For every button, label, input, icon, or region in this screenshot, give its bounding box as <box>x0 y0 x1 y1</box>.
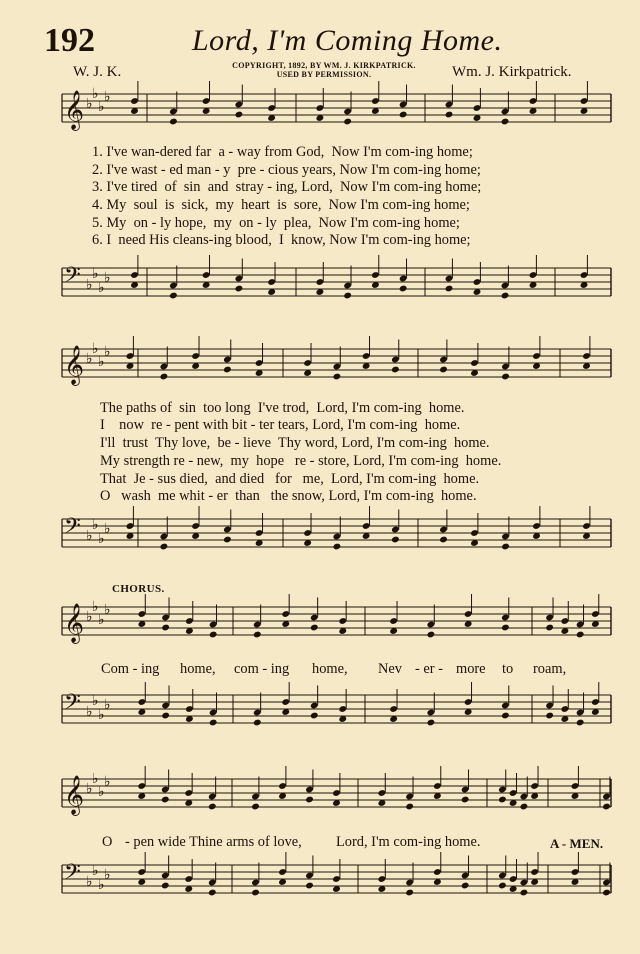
note-head <box>251 803 260 811</box>
arranger-credit: Wm. J. Kirkpatrick. <box>452 64 572 80</box>
verse-5-part-2: That Je - sus died, and died for me, Lord, I'm com-ing home. <box>100 471 480 487</box>
note-head <box>235 111 244 119</box>
chorus-lyric: to <box>502 661 514 677</box>
flat-sign-icon: ♭ <box>86 96 93 112</box>
note-head <box>161 624 170 632</box>
verse-5-part-1: 5. My on - ly hope, my on - ly plea, Now I'm com-ing home; <box>92 215 460 231</box>
note-head <box>208 889 217 897</box>
chorus-lyric: home, <box>312 661 348 677</box>
note-head <box>461 796 470 804</box>
bass-clef-icon: 𝄢 <box>64 690 81 720</box>
verse-3-part-2: I'll trust Thy love, be - lieve Thy word, Lord, I'm com-ing home. <box>100 435 490 451</box>
note-head <box>169 118 178 126</box>
chorus-lyric: Com - ing <box>101 661 160 677</box>
chorus-label: CHORUS. <box>112 583 165 595</box>
flat-sign-icon: ♭ <box>86 704 93 720</box>
flat-sign-icon: ♭ <box>104 89 111 105</box>
note-head <box>253 631 262 639</box>
hymn-number: 192 <box>44 22 95 59</box>
flat-sign-icon: ♭ <box>104 867 111 883</box>
note-head <box>310 712 319 720</box>
note-head <box>501 624 510 632</box>
note-head <box>445 111 454 119</box>
note-head <box>235 285 244 293</box>
note-head <box>343 118 352 126</box>
note-head <box>439 536 448 544</box>
note-head <box>161 712 170 720</box>
note-head <box>439 366 448 374</box>
note-head <box>208 803 217 811</box>
flat-sign-icon: ♭ <box>86 277 93 293</box>
flat-sign-icon: ♭ <box>98 612 105 628</box>
flat-sign-icon: ♭ <box>98 877 105 893</box>
verse-1-part-2: The paths of sin too long I've trod, Lord, I'm com-ing home. <box>100 400 465 416</box>
flat-sign-icon: ♭ <box>104 697 111 713</box>
verse-2-part-1: 2. I've wast - ed man - y pre - cious years, Now I'm com-ing home; <box>92 162 481 178</box>
note-head <box>498 796 507 804</box>
flat-sign-icon: ♭ <box>98 280 105 296</box>
chorus-lyric: Nev <box>378 661 402 677</box>
flat-sign-icon: ♭ <box>92 266 99 282</box>
note-head <box>520 889 529 897</box>
note-head <box>501 712 510 720</box>
treble-clef-icon: 𝄞 <box>64 775 85 815</box>
final-lyric: - pen wide Thine arms of love, <box>125 834 302 850</box>
hymn-title: Lord, I'm Coming Home. <box>192 24 503 57</box>
note-head <box>602 889 611 897</box>
bass-clef-icon: 𝄢 <box>64 514 81 544</box>
flat-sign-icon: ♭ <box>86 781 93 797</box>
note-head <box>501 118 510 126</box>
note-head <box>405 803 414 811</box>
flat-sign-icon: ♭ <box>92 693 99 709</box>
treble-clef-icon: 𝄞 <box>64 90 85 130</box>
flat-sign-icon: ♭ <box>104 602 111 618</box>
note-head <box>445 285 454 293</box>
amen-lyric: A - MEN. <box>550 836 604 851</box>
note-head <box>427 631 436 639</box>
note-head <box>461 882 470 890</box>
note-head <box>545 624 554 632</box>
copyright-line: COPYRIGHT, 1892, BY WM. J. KIRKPATRICK. <box>232 61 416 70</box>
flat-sign-icon: ♭ <box>104 270 111 286</box>
flat-sign-icon: ♭ <box>104 774 111 790</box>
verse-3-part-1: 3. I've tired of sin and stray - ing, Lord, Now I'm com-ing home; <box>92 179 482 195</box>
note-head <box>223 536 232 544</box>
note-head <box>223 366 232 374</box>
flat-sign-icon: ♭ <box>104 521 111 537</box>
flat-sign-icon: ♭ <box>86 609 93 625</box>
note-head <box>161 882 170 890</box>
chorus-lyric: - er - <box>415 661 443 677</box>
note-head <box>310 624 319 632</box>
flat-sign-icon: ♭ <box>104 344 111 360</box>
bass-clef-icon: 𝄢 <box>64 860 81 890</box>
permission-line: USED BY PERMISSION. <box>276 69 372 79</box>
note-head <box>209 631 218 639</box>
composer-credit: W. J. K. <box>73 64 122 80</box>
verse-6-part-1: 6. I need His cleans-ing blood, I know, Now I'm com-ing home; <box>92 232 471 248</box>
flat-sign-icon: ♭ <box>92 863 99 879</box>
note-head <box>405 889 414 897</box>
note-head <box>545 712 554 720</box>
flat-sign-icon: ♭ <box>92 517 99 533</box>
flat-sign-icon: ♭ <box>92 341 99 357</box>
verse-4-part-2: My strength re - new, my hope re - store, Lord, I'm com-ing home. <box>100 453 502 469</box>
note-head <box>305 796 314 804</box>
chorus-lyric: more <box>456 661 486 677</box>
bass-clef-icon: 𝄢 <box>64 263 81 293</box>
final-lyric: O <box>102 834 113 850</box>
note-head <box>399 285 408 293</box>
chorus-lyric: roam, <box>533 661 567 677</box>
flat-sign-icon: ♭ <box>98 354 105 370</box>
treble-clef-icon: 𝄞 <box>64 603 85 643</box>
verse-6-part-2: O wash me whit - er than the snow, Lord, I'm com-ing home. <box>100 488 477 504</box>
note-head <box>501 373 510 381</box>
flat-sign-icon: ♭ <box>98 99 105 115</box>
note-head <box>520 803 529 811</box>
flat-sign-icon: ♭ <box>92 86 99 102</box>
treble-clef-icon: 𝄞 <box>64 345 85 385</box>
note-head <box>391 536 400 544</box>
chorus-lyric: home, <box>180 661 216 677</box>
note-head <box>343 292 352 300</box>
note-head <box>576 719 585 727</box>
flat-sign-icon: ♭ <box>98 784 105 800</box>
note-head <box>160 373 169 381</box>
flat-sign-icon: ♭ <box>98 707 105 723</box>
note-head <box>576 631 585 639</box>
note-head <box>333 373 342 381</box>
verse-1-part-1: 1. I've wan-dered far a - way from God, Now I'm com-ing home; <box>92 144 473 160</box>
note-head <box>169 292 178 300</box>
note-head <box>253 719 262 727</box>
flat-sign-icon: ♭ <box>86 528 93 544</box>
flat-sign-icon: ♭ <box>98 531 105 547</box>
note-head <box>161 796 170 804</box>
note-head <box>251 889 260 897</box>
final-lyric: Lord, I'm com-ing home. <box>336 834 481 850</box>
chorus-lyric: com - ing <box>234 661 290 677</box>
note-head <box>501 292 510 300</box>
note-head <box>602 803 611 811</box>
flat-sign-icon: ♭ <box>92 599 99 615</box>
flat-sign-icon: ♭ <box>92 771 99 787</box>
note-head <box>160 543 169 551</box>
note-head <box>333 543 342 551</box>
note-head <box>209 719 218 727</box>
note-head <box>305 882 314 890</box>
flat-sign-icon: ♭ <box>86 874 93 890</box>
note-head <box>391 366 400 374</box>
flat-sign-icon: ♭ <box>86 351 93 367</box>
note-head <box>501 543 510 551</box>
verse-4-part-1: 4. My soul is sick, my heart is sore, Now I'm com-ing home; <box>92 197 470 213</box>
verse-2-part-2: I now re - pent with bit - ter tears, Lord, I'm com-ing home. <box>100 417 461 433</box>
note-head <box>498 882 507 890</box>
note-head <box>399 111 408 119</box>
note-head <box>427 719 436 727</box>
